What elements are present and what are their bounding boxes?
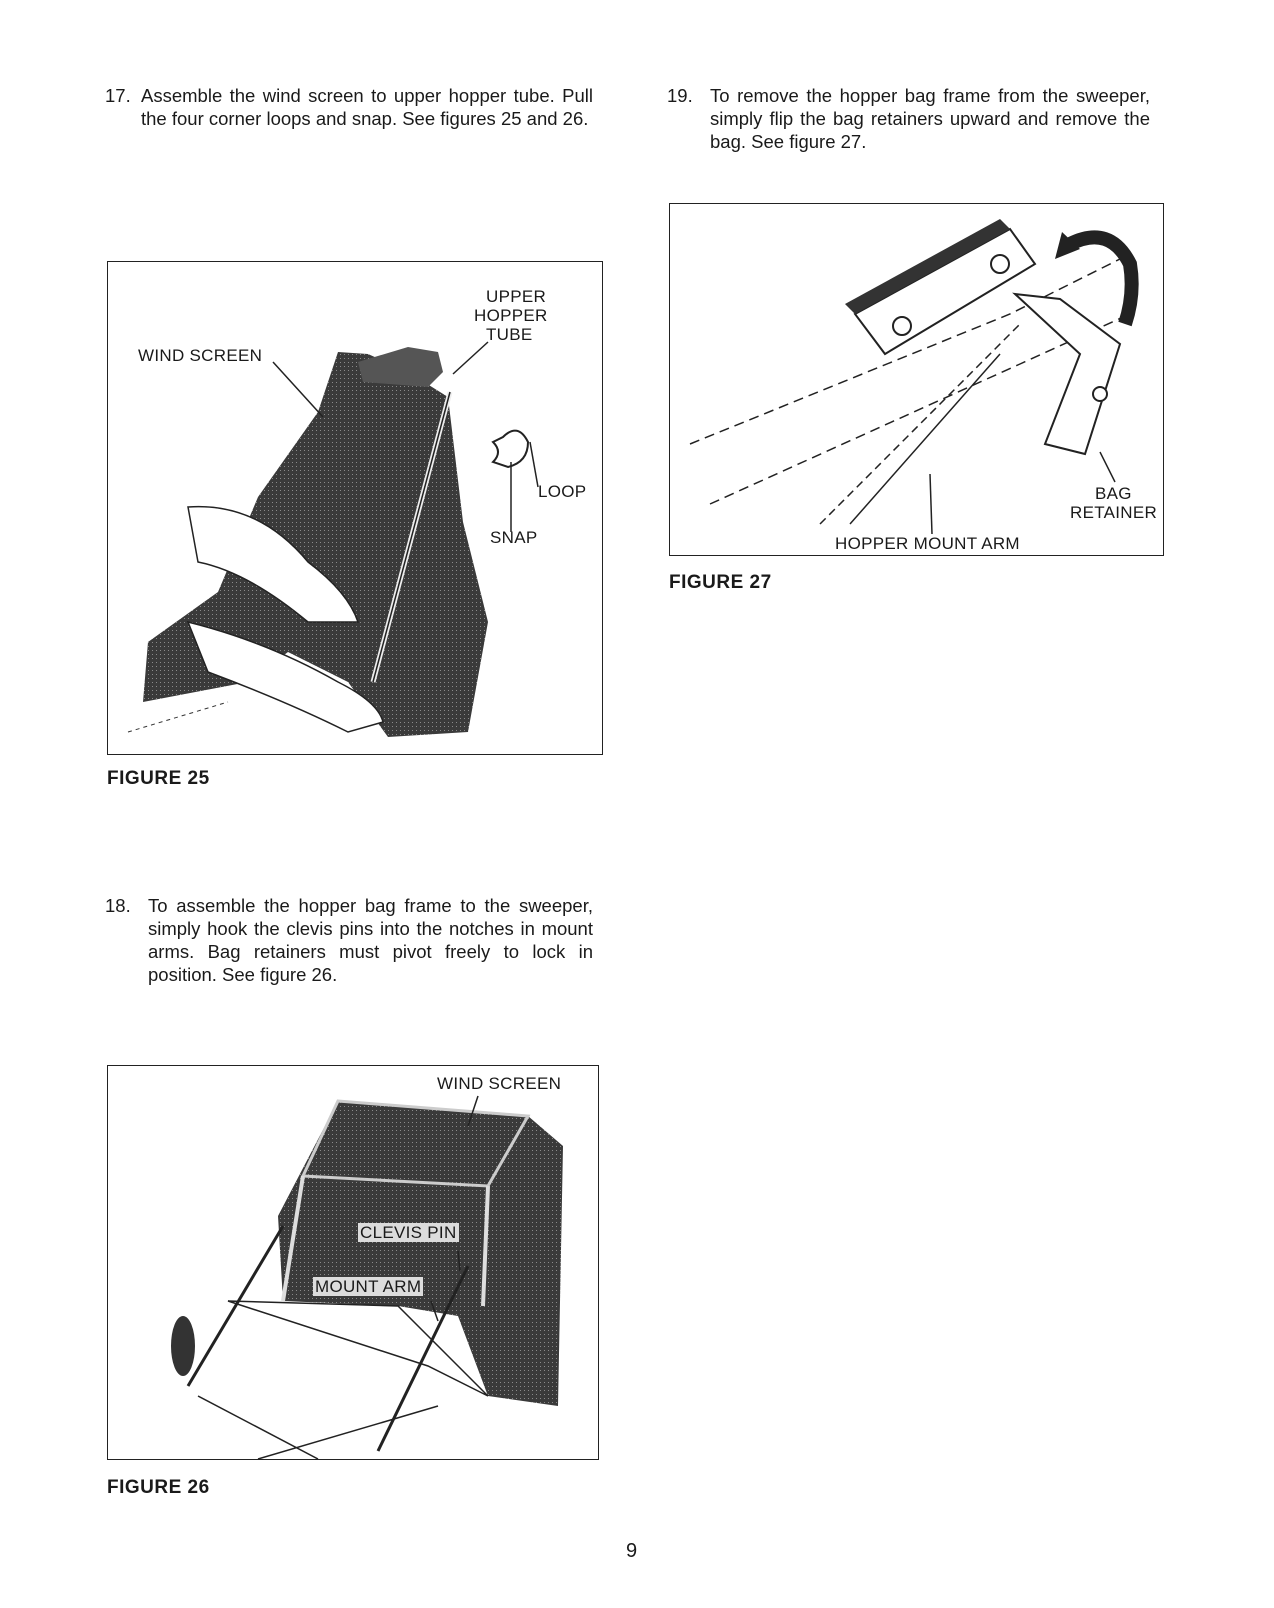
label-hopper-mount-arm: HOPPER MOUNT ARM [835, 534, 1020, 553]
step-18 [105, 894, 595, 989]
step-text: To assemble the hopper bag frame to the sweeper, simply hook the clevis pins into the notches in mount arms. Bag retainers must pivot freely to lock in position. See figure 26. [148, 895, 593, 985]
label-mount-arm: MOUNT ARM [315, 1277, 422, 1296]
step-text: To remove the hopper bag frame from the sweeper, simply flip the bag retainers upward and remove the bag. See figure 27. [710, 85, 1150, 152]
step-text: Assemble the wind screen to upper hopper tube. Pull the four corner loops and snap. See figures 25 and 26. [141, 85, 593, 129]
tube-leader [453, 342, 488, 374]
label-retainer: RETAINER [1070, 503, 1158, 522]
figure-26-caption: FIGURE 26 [107, 1477, 210, 1498]
label-wind-screen: WIND SCREEN [138, 346, 263, 365]
figure-27-caption: FIGURE 27 [669, 572, 772, 593]
label-snap: SNAP [490, 528, 538, 547]
label-loop: LOOP [538, 482, 587, 501]
label-upper: UPPER [486, 287, 547, 306]
step-number: 19. [667, 85, 693, 106]
label-hopper: HOPPER [474, 306, 548, 325]
hopper-frame-drawing [108, 1066, 598, 1459]
page-number: 9 [626, 1540, 638, 1562]
label-bag: BAG [1095, 484, 1132, 503]
figure-25-caption: FIGURE 25 [107, 768, 210, 789]
retainer-leader [1100, 452, 1115, 482]
step-number: 18. [105, 895, 131, 916]
step-17 [105, 84, 595, 154]
step-19 [667, 84, 1157, 154]
label-clevis-pin: CLEVIS PIN [360, 1223, 457, 1242]
mount-arm-leader [930, 474, 932, 534]
figure-27-illustration [669, 203, 1164, 556]
label-tube: TUBE [486, 325, 533, 344]
figure-26-illustration [107, 1065, 599, 1460]
step-number: 17. [105, 85, 131, 106]
label-wind-screen: WIND SCREEN [437, 1074, 562, 1093]
loop-leader [530, 442, 538, 487]
wind-screen-leader [273, 362, 323, 417]
figure-25-illustration [107, 261, 603, 755]
